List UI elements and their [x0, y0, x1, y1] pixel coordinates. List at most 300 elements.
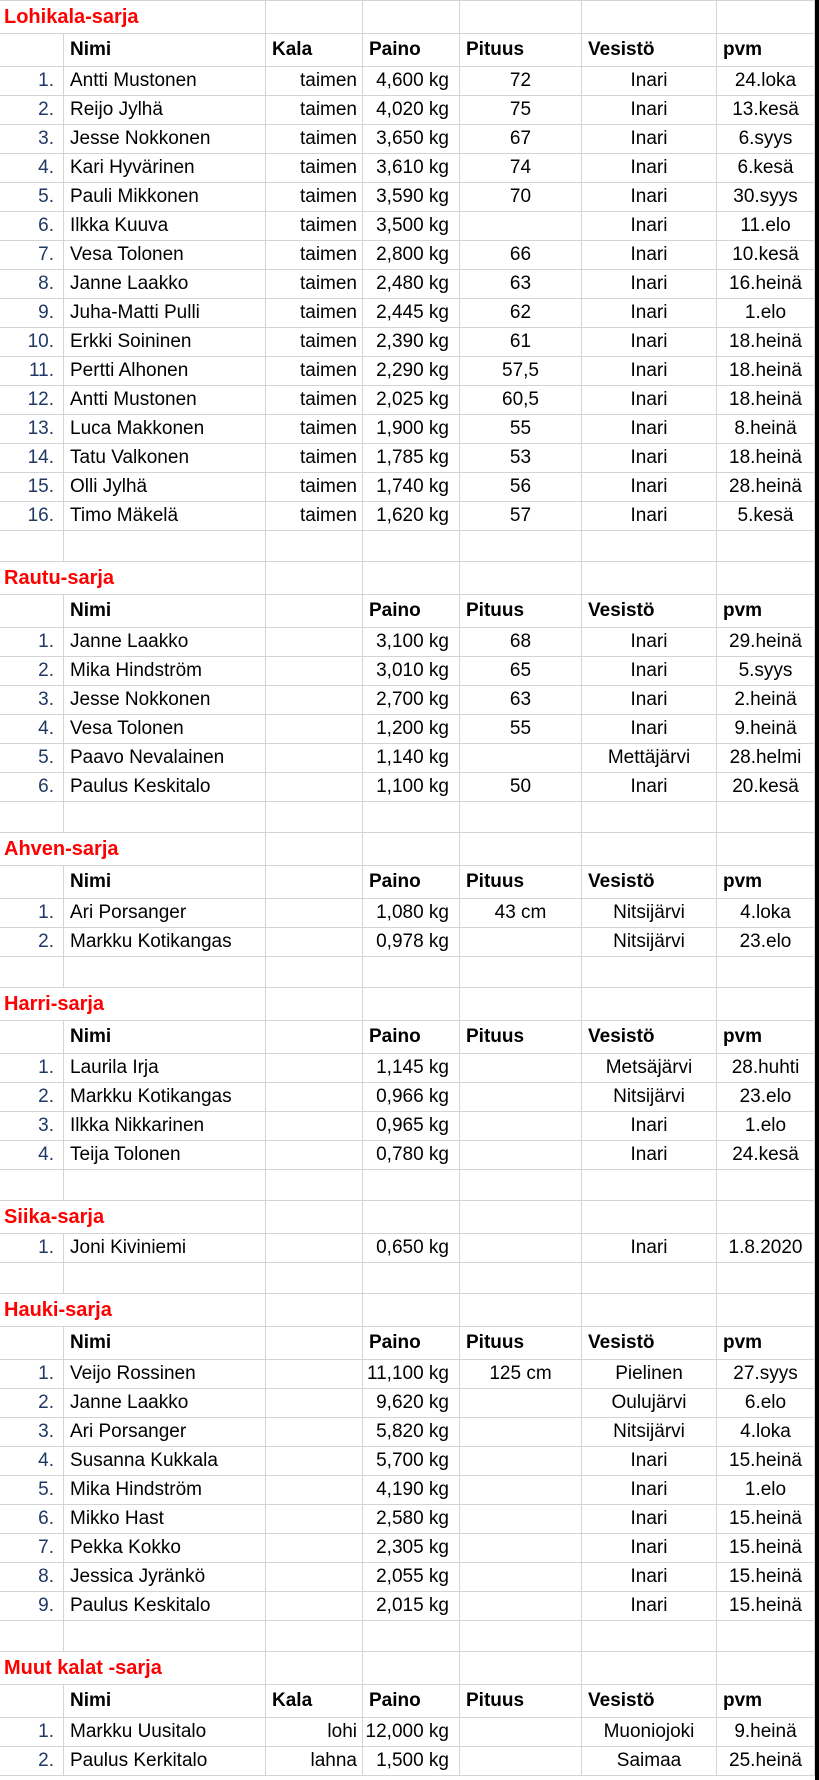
cell-pvm[interactable]: 6.elo: [717, 1389, 815, 1418]
cell-pituus[interactable]: 50: [460, 773, 582, 802]
cell-pvm[interactable]: 23.elo: [717, 1083, 815, 1112]
empty-cell[interactable]: [582, 1294, 717, 1327]
cell-kala[interactable]: [266, 1447, 363, 1476]
cell-rank[interactable]: 1.: [0, 1718, 64, 1747]
cell-kala[interactable]: [266, 1360, 363, 1389]
cell-pituus[interactable]: [460, 1476, 582, 1505]
empty-cell[interactable]: [266, 1327, 363, 1360]
cell-pituus[interactable]: 57,5: [460, 357, 582, 386]
cell-kala[interactable]: [266, 1112, 363, 1141]
cell-pituus[interactable]: 68: [460, 628, 582, 657]
cell-vesisto[interactable]: Inari: [582, 67, 717, 96]
cell-vesisto[interactable]: Saimaa: [582, 1747, 717, 1776]
cell-rank[interactable]: 11.: [0, 357, 64, 386]
empty-cell[interactable]: [717, 988, 815, 1021]
cell-pituus[interactable]: 56: [460, 473, 582, 502]
cell-vesisto[interactable]: Nitsijärvi: [582, 1083, 717, 1112]
cell-pituus[interactable]: 66: [460, 241, 582, 270]
cell-pituus[interactable]: 75: [460, 96, 582, 125]
cell-paino[interactable]: 0,780 kg: [363, 1141, 460, 1170]
cell-pituus[interactable]: 62: [460, 299, 582, 328]
cell-pvm[interactable]: 15.heinä: [717, 1534, 815, 1563]
cell-kala[interactable]: lohi: [266, 1718, 363, 1747]
cell-pituus[interactable]: [460, 212, 582, 241]
cell-nimi[interactable]: Jesse Nokkonen: [64, 125, 266, 154]
empty-cell[interactable]: [717, 1170, 815, 1201]
cell-kala[interactable]: taimen: [266, 183, 363, 212]
column-header-pituus[interactable]: Pituus: [460, 595, 582, 628]
cell-paino[interactable]: 3,010 kg: [363, 657, 460, 686]
cell-pituus[interactable]: [460, 1447, 582, 1476]
cell-vesisto[interactable]: Inari: [582, 1534, 717, 1563]
empty-cell[interactable]: [582, 988, 717, 1021]
empty-cell[interactable]: [460, 1263, 582, 1294]
cell-pvm[interactable]: 13.kesä: [717, 96, 815, 125]
cell-paino[interactable]: 1,500 kg: [363, 1747, 460, 1776]
cell-vesisto[interactable]: Inari: [582, 657, 717, 686]
cell-pvm[interactable]: 6.syys: [717, 125, 815, 154]
cell-kala[interactable]: [266, 773, 363, 802]
empty-cell[interactable]: [266, 562, 363, 595]
cell-paino[interactable]: 1,145 kg: [363, 1054, 460, 1083]
column-header-nimi[interactable]: Nimi: [64, 866, 266, 899]
cell-paino[interactable]: 3,500 kg: [363, 212, 460, 241]
empty-cell[interactable]: [0, 866, 64, 899]
empty-cell[interactable]: [363, 1, 460, 34]
column-header-pituus[interactable]: Pituus: [460, 1327, 582, 1360]
cell-paino[interactable]: 5,820 kg: [363, 1418, 460, 1447]
cell-pvm[interactable]: 18.heinä: [717, 328, 815, 357]
cell-pituus[interactable]: 63: [460, 270, 582, 299]
cell-paino[interactable]: 2,290 kg: [363, 357, 460, 386]
cell-paino[interactable]: 2,055 kg: [363, 1563, 460, 1592]
empty-cell[interactable]: [266, 866, 363, 899]
empty-cell[interactable]: [717, 1, 815, 34]
cell-paino[interactable]: 0,650 kg: [363, 1234, 460, 1263]
cell-nimi[interactable]: Laurila Irja: [64, 1054, 266, 1083]
cell-paino[interactable]: 0,978 kg: [363, 928, 460, 957]
cell-nimi[interactable]: Ilkka Nikkarinen: [64, 1112, 266, 1141]
cell-vesisto[interactable]: Inari: [582, 502, 717, 531]
cell-vesisto[interactable]: Inari: [582, 328, 717, 357]
section-title[interactable]: Muut kalat -sarja: [0, 1652, 266, 1685]
column-header-pvm[interactable]: pvm: [717, 1021, 815, 1054]
cell-paino[interactable]: 3,100 kg: [363, 628, 460, 657]
empty-cell[interactable]: [717, 531, 815, 562]
cell-vesisto[interactable]: Inari: [582, 386, 717, 415]
cell-rank[interactable]: 3.: [0, 1418, 64, 1447]
empty-cell[interactable]: [363, 833, 460, 866]
empty-cell[interactable]: [0, 34, 64, 67]
cell-vesisto[interactable]: Inari: [582, 1112, 717, 1141]
cell-paino[interactable]: 4,020 kg: [363, 96, 460, 125]
cell-vesisto[interactable]: Oulujärvi: [582, 1389, 717, 1418]
column-header-pituus[interactable]: Pituus: [460, 34, 582, 67]
cell-vesisto[interactable]: Inari: [582, 1563, 717, 1592]
empty-cell[interactable]: [266, 531, 363, 562]
cell-kala[interactable]: [266, 686, 363, 715]
cell-nimi[interactable]: Timo Mäkelä: [64, 502, 266, 531]
empty-cell[interactable]: [460, 988, 582, 1021]
cell-vesisto[interactable]: Inari: [582, 241, 717, 270]
empty-cell[interactable]: [363, 562, 460, 595]
cell-paino[interactable]: 1,140 kg: [363, 744, 460, 773]
cell-rank[interactable]: 5.: [0, 744, 64, 773]
cell-paino[interactable]: 2,700 kg: [363, 686, 460, 715]
empty-cell[interactable]: [460, 1294, 582, 1327]
empty-cell[interactable]: [460, 1652, 582, 1685]
empty-cell[interactable]: [582, 531, 717, 562]
cell-paino[interactable]: 9,620 kg: [363, 1389, 460, 1418]
cell-nimi[interactable]: Janne Laakko: [64, 1389, 266, 1418]
cell-rank[interactable]: 1.: [0, 1234, 64, 1263]
cell-vesisto[interactable]: Pielinen: [582, 1360, 717, 1389]
cell-pvm[interactable]: 28.huhti: [717, 1054, 815, 1083]
empty-cell[interactable]: [266, 988, 363, 1021]
cell-pvm[interactable]: 10.kesä: [717, 241, 815, 270]
column-header-paino[interactable]: Paino: [363, 1685, 460, 1718]
column-header-vesisto[interactable]: Vesistö: [582, 866, 717, 899]
cell-pituus[interactable]: [460, 1418, 582, 1447]
cell-rank[interactable]: 1.: [0, 899, 64, 928]
empty-cell[interactable]: [0, 802, 64, 833]
column-header-kala[interactable]: Kala: [266, 1685, 363, 1718]
empty-cell[interactable]: [717, 1652, 815, 1685]
cell-kala[interactable]: [266, 928, 363, 957]
cell-nimi[interactable]: Mikko Hast: [64, 1505, 266, 1534]
cell-pvm[interactable]: 20.kesä: [717, 773, 815, 802]
cell-pvm[interactable]: 18.heinä: [717, 357, 815, 386]
column-header-vesisto[interactable]: Vesistö: [582, 1327, 717, 1360]
section-title[interactable]: Ahven-sarja: [0, 833, 266, 866]
cell-vesisto[interactable]: Inari: [582, 96, 717, 125]
cell-pvm[interactable]: 15.heinä: [717, 1447, 815, 1476]
column-header-pituus[interactable]: Pituus: [460, 866, 582, 899]
empty-cell[interactable]: [0, 957, 64, 988]
cell-rank[interactable]: 4.: [0, 1141, 64, 1170]
cell-rank[interactable]: 3.: [0, 686, 64, 715]
cell-rank[interactable]: 10.: [0, 328, 64, 357]
cell-kala[interactable]: [266, 1083, 363, 1112]
cell-pituus[interactable]: [460, 1141, 582, 1170]
cell-paino[interactable]: 3,650 kg: [363, 125, 460, 154]
cell-rank[interactable]: 1.: [0, 1360, 64, 1389]
cell-kala[interactable]: taimen: [266, 502, 363, 531]
empty-cell[interactable]: [582, 1201, 717, 1234]
cell-vesisto[interactable]: Inari: [582, 1234, 717, 1263]
cell-nimi[interactable]: Vesa Tolonen: [64, 241, 266, 270]
empty-cell[interactable]: [0, 1621, 64, 1652]
cell-pvm[interactable]: 25.heinä: [717, 1747, 815, 1776]
cell-rank[interactable]: 12.: [0, 386, 64, 415]
empty-cell[interactable]: [64, 957, 266, 988]
empty-cell[interactable]: [460, 833, 582, 866]
cell-vesisto[interactable]: Inari: [582, 1592, 717, 1621]
cell-paino[interactable]: 12,000 kg: [363, 1718, 460, 1747]
cell-pvm[interactable]: 8.heinä: [717, 415, 815, 444]
cell-pvm[interactable]: 15.heinä: [717, 1563, 815, 1592]
cell-pituus[interactable]: 67: [460, 125, 582, 154]
cell-pituus[interactable]: 43 cm: [460, 899, 582, 928]
empty-cell[interactable]: [363, 1170, 460, 1201]
cell-pituus[interactable]: 60,5: [460, 386, 582, 415]
cell-rank[interactable]: 13.: [0, 415, 64, 444]
cell-nimi[interactable]: Antti Mustonen: [64, 386, 266, 415]
cell-vesisto[interactable]: Inari: [582, 299, 717, 328]
cell-kala[interactable]: [266, 1234, 363, 1263]
cell-nimi[interactable]: Pertti Alhonen: [64, 357, 266, 386]
cell-nimi[interactable]: Markku Kotikangas: [64, 928, 266, 957]
cell-kala[interactable]: [266, 1592, 363, 1621]
cell-vesisto[interactable]: Inari: [582, 773, 717, 802]
cell-rank[interactable]: 8.: [0, 270, 64, 299]
cell-nimi[interactable]: Teija Tolonen: [64, 1141, 266, 1170]
empty-cell[interactable]: [0, 595, 64, 628]
cell-nimi[interactable]: Joni Kiviniemi: [64, 1234, 266, 1263]
column-header-paino[interactable]: Paino: [363, 34, 460, 67]
empty-cell[interactable]: [64, 1263, 266, 1294]
cell-pituus[interactable]: [460, 1563, 582, 1592]
section-title[interactable]: Hauki-sarja: [0, 1294, 266, 1327]
cell-kala[interactable]: [266, 1054, 363, 1083]
cell-rank[interactable]: 2.: [0, 1747, 64, 1776]
empty-cell[interactable]: [266, 802, 363, 833]
empty-cell[interactable]: [363, 1652, 460, 1685]
cell-nimi[interactable]: Paulus Keskitalo: [64, 773, 266, 802]
empty-cell[interactable]: [363, 802, 460, 833]
cell-vesisto[interactable]: Inari: [582, 415, 717, 444]
column-header-paino[interactable]: Paino: [363, 1327, 460, 1360]
cell-nimi[interactable]: Olli Jylhä: [64, 473, 266, 502]
cell-rank[interactable]: 9.: [0, 299, 64, 328]
cell-rank[interactable]: 6.: [0, 1505, 64, 1534]
cell-kala[interactable]: [266, 1389, 363, 1418]
cell-paino[interactable]: 1,785 kg: [363, 444, 460, 473]
cell-nimi[interactable]: Susanna Kukkala: [64, 1447, 266, 1476]
cell-nimi[interactable]: Ari Porsanger: [64, 1418, 266, 1447]
empty-cell[interactable]: [266, 1170, 363, 1201]
cell-pituus[interactable]: [460, 1747, 582, 1776]
cell-nimi[interactable]: Markku Kotikangas: [64, 1083, 266, 1112]
cell-pituus[interactable]: 63: [460, 686, 582, 715]
empty-cell[interactable]: [266, 1201, 363, 1234]
cell-pvm[interactable]: 5.kesä: [717, 502, 815, 531]
cell-kala[interactable]: taimen: [266, 386, 363, 415]
cell-rank[interactable]: 6.: [0, 212, 64, 241]
cell-pvm[interactable]: 28.heinä: [717, 473, 815, 502]
empty-cell[interactable]: [363, 957, 460, 988]
cell-rank[interactable]: 2.: [0, 96, 64, 125]
cell-nimi[interactable]: Antti Mustonen: [64, 67, 266, 96]
column-header-pvm[interactable]: pvm: [717, 866, 815, 899]
cell-pvm[interactable]: 11.elo: [717, 212, 815, 241]
cell-kala[interactable]: taimen: [266, 96, 363, 125]
empty-cell[interactable]: [0, 1170, 64, 1201]
empty-cell[interactable]: [582, 957, 717, 988]
cell-paino[interactable]: 2,015 kg: [363, 1592, 460, 1621]
cell-pvm[interactable]: 18.heinä: [717, 386, 815, 415]
empty-cell[interactable]: [0, 1327, 64, 1360]
cell-kala[interactable]: taimen: [266, 444, 363, 473]
cell-rank[interactable]: 1.: [0, 67, 64, 96]
cell-pvm[interactable]: 4.loka: [717, 1418, 815, 1447]
cell-vesisto[interactable]: Inari: [582, 154, 717, 183]
column-header-pvm[interactable]: pvm: [717, 1685, 815, 1718]
cell-pvm[interactable]: 30.syys: [717, 183, 815, 212]
cell-vesisto[interactable]: Inari: [582, 183, 717, 212]
cell-rank[interactable]: 14.: [0, 444, 64, 473]
cell-pvm[interactable]: 27.syys: [717, 1360, 815, 1389]
cell-vesisto[interactable]: Nitsijärvi: [582, 899, 717, 928]
cell-vesisto[interactable]: Nitsijärvi: [582, 1418, 717, 1447]
cell-rank[interactable]: 2.: [0, 657, 64, 686]
empty-cell[interactable]: [266, 957, 363, 988]
empty-cell[interactable]: [582, 1263, 717, 1294]
cell-pituus[interactable]: 57: [460, 502, 582, 531]
cell-nimi[interactable]: Janne Laakko: [64, 270, 266, 299]
empty-cell[interactable]: [0, 1263, 64, 1294]
cell-vesisto[interactable]: Muoniojoki: [582, 1718, 717, 1747]
column-header-nimi[interactable]: Nimi: [64, 1327, 266, 1360]
empty-cell[interactable]: [266, 1294, 363, 1327]
empty-cell[interactable]: [582, 1170, 717, 1201]
cell-pituus[interactable]: [460, 1592, 582, 1621]
empty-cell[interactable]: [460, 1621, 582, 1652]
cell-pvm[interactable]: 16.heinä: [717, 270, 815, 299]
cell-rank[interactable]: 16.: [0, 502, 64, 531]
cell-vesisto[interactable]: Inari: [582, 444, 717, 473]
cell-paino[interactable]: 3,610 kg: [363, 154, 460, 183]
cell-nimi[interactable]: Mika Hindström: [64, 657, 266, 686]
cell-paino[interactable]: 3,590 kg: [363, 183, 460, 212]
cell-pituus[interactable]: [460, 1534, 582, 1563]
cell-paino[interactable]: 4,190 kg: [363, 1476, 460, 1505]
cell-pituus[interactable]: 55: [460, 415, 582, 444]
cell-vesisto[interactable]: Inari: [582, 1505, 717, 1534]
cell-rank[interactable]: 2.: [0, 1083, 64, 1112]
cell-nimi[interactable]: Markku Uusitalo: [64, 1718, 266, 1747]
cell-vesisto[interactable]: Nitsijärvi: [582, 928, 717, 957]
cell-pituus[interactable]: [460, 1505, 582, 1534]
empty-cell[interactable]: [717, 1621, 815, 1652]
cell-paino[interactable]: 1,200 kg: [363, 715, 460, 744]
cell-paino[interactable]: 0,965 kg: [363, 1112, 460, 1141]
cell-kala[interactable]: taimen: [266, 299, 363, 328]
empty-cell[interactable]: [266, 1263, 363, 1294]
cell-rank[interactable]: 15.: [0, 473, 64, 502]
empty-cell[interactable]: [266, 595, 363, 628]
cell-kala[interactable]: taimen: [266, 328, 363, 357]
cell-pvm[interactable]: 1.8.2020: [717, 1234, 815, 1263]
cell-nimi[interactable]: Kari Hyvärinen: [64, 154, 266, 183]
cell-rank[interactable]: 2.: [0, 1389, 64, 1418]
cell-rank[interactable]: 5.: [0, 183, 64, 212]
cell-vesisto[interactable]: Inari: [582, 1476, 717, 1505]
empty-cell[interactable]: [363, 988, 460, 1021]
cell-pvm[interactable]: 9.heinä: [717, 1718, 815, 1747]
cell-nimi[interactable]: Paavo Nevalainen: [64, 744, 266, 773]
cell-pituus[interactable]: [460, 1083, 582, 1112]
cell-pituus[interactable]: [460, 1054, 582, 1083]
cell-paino[interactable]: 4,600 kg: [363, 67, 460, 96]
empty-cell[interactable]: [266, 1621, 363, 1652]
cell-paino[interactable]: 1,900 kg: [363, 415, 460, 444]
column-header-vesisto[interactable]: Vesistö: [582, 595, 717, 628]
cell-kala[interactable]: [266, 1534, 363, 1563]
cell-kala[interactable]: taimen: [266, 67, 363, 96]
empty-cell[interactable]: [717, 1201, 815, 1234]
cell-paino[interactable]: 11,100 kg: [363, 1360, 460, 1389]
cell-nimi[interactable]: Mika Hindström: [64, 1476, 266, 1505]
cell-nimi[interactable]: Ari Porsanger: [64, 899, 266, 928]
cell-pvm[interactable]: 9.heinä: [717, 715, 815, 744]
cell-nimi[interactable]: Tatu Valkonen: [64, 444, 266, 473]
cell-nimi[interactable]: Erkki Soininen: [64, 328, 266, 357]
cell-pituus[interactable]: 55: [460, 715, 582, 744]
empty-cell[interactable]: [582, 1652, 717, 1685]
column-header-paino[interactable]: Paino: [363, 1021, 460, 1054]
column-header-nimi[interactable]: Nimi: [64, 1021, 266, 1054]
empty-cell[interactable]: [460, 531, 582, 562]
cell-rank[interactable]: 3.: [0, 125, 64, 154]
cell-nimi[interactable]: Pauli Mikkonen: [64, 183, 266, 212]
cell-pvm[interactable]: 23.elo: [717, 928, 815, 957]
empty-cell[interactable]: [363, 1263, 460, 1294]
empty-cell[interactable]: [0, 1021, 64, 1054]
cell-paino[interactable]: 1,080 kg: [363, 899, 460, 928]
cell-nimi[interactable]: Janne Laakko: [64, 628, 266, 657]
cell-rank[interactable]: 4.: [0, 715, 64, 744]
column-header-vesisto[interactable]: Vesistö: [582, 1685, 717, 1718]
cell-kala[interactable]: taimen: [266, 212, 363, 241]
section-title[interactable]: Harri-sarja: [0, 988, 266, 1021]
cell-pvm[interactable]: 6.kesä: [717, 154, 815, 183]
empty-cell[interactable]: [363, 1294, 460, 1327]
cell-rank[interactable]: 1.: [0, 1054, 64, 1083]
cell-vesisto[interactable]: Inari: [582, 686, 717, 715]
empty-cell[interactable]: [64, 802, 266, 833]
cell-kala[interactable]: taimen: [266, 473, 363, 502]
empty-cell[interactable]: [0, 531, 64, 562]
cell-nimi[interactable]: Jesse Nokkonen: [64, 686, 266, 715]
cell-pvm[interactable]: 1.elo: [717, 1112, 815, 1141]
empty-cell[interactable]: [266, 1652, 363, 1685]
empty-cell[interactable]: [460, 802, 582, 833]
cell-pvm[interactable]: 5.syys: [717, 657, 815, 686]
cell-kala[interactable]: taimen: [266, 357, 363, 386]
cell-pvm[interactable]: 28.helmi: [717, 744, 815, 773]
cell-paino[interactable]: 0,966 kg: [363, 1083, 460, 1112]
cell-kala[interactable]: [266, 657, 363, 686]
column-header-pvm[interactable]: pvm: [717, 595, 815, 628]
column-header-vesisto[interactable]: Vesistö: [582, 1021, 717, 1054]
cell-rank[interactable]: 5.: [0, 1476, 64, 1505]
column-header-pituus[interactable]: Pituus: [460, 1021, 582, 1054]
cell-nimi[interactable]: Ilkka Kuuva: [64, 212, 266, 241]
cell-kala[interactable]: taimen: [266, 241, 363, 270]
cell-pvm[interactable]: 29.heinä: [717, 628, 815, 657]
cell-kala[interactable]: taimen: [266, 415, 363, 444]
cell-vesisto[interactable]: Inari: [582, 1447, 717, 1476]
empty-cell[interactable]: [0, 1685, 64, 1718]
cell-rank[interactable]: 9.: [0, 1592, 64, 1621]
empty-cell[interactable]: [717, 562, 815, 595]
empty-cell[interactable]: [460, 1, 582, 34]
cell-pvm[interactable]: 1.elo: [717, 299, 815, 328]
empty-cell[interactable]: [363, 531, 460, 562]
cell-pvm[interactable]: 15.heinä: [717, 1592, 815, 1621]
cell-vesisto[interactable]: Inari: [582, 628, 717, 657]
